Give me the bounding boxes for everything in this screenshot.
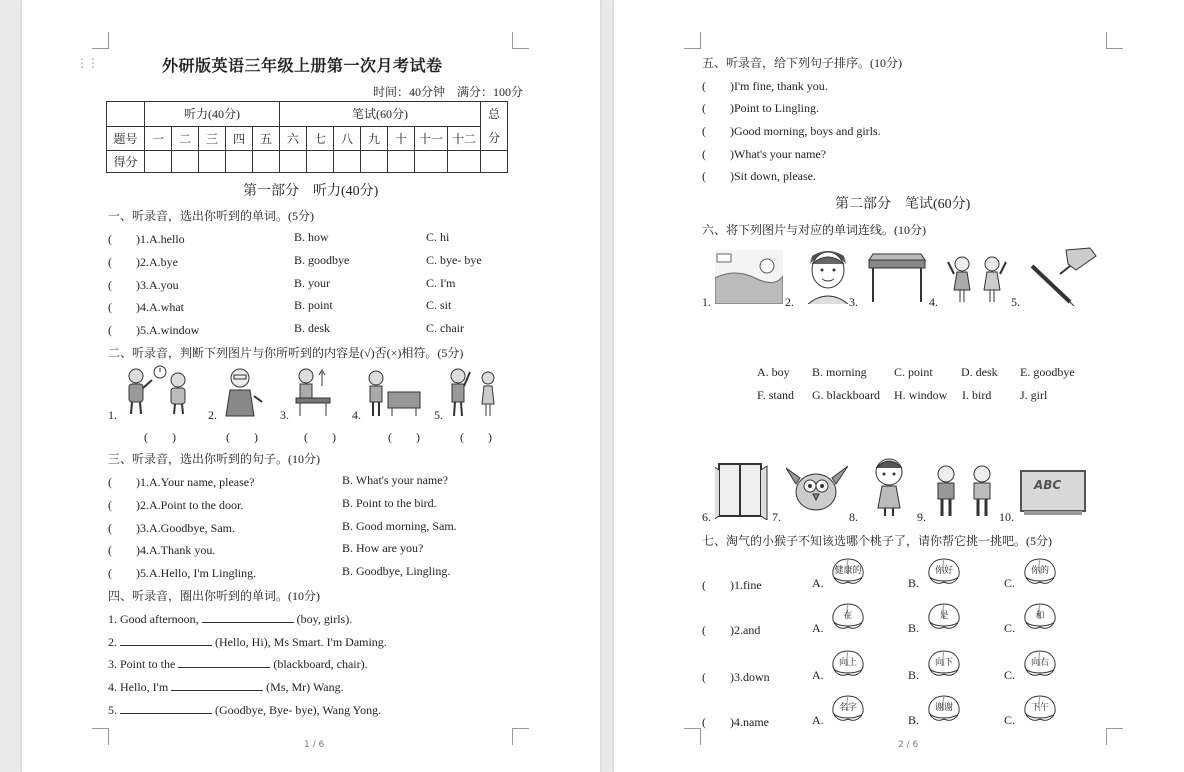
score-input[interactable] <box>253 151 280 173</box>
score-input[interactable] <box>388 151 415 173</box>
page-title: 外研版英语三年级上册第一次月考试卷 <box>162 56 443 75</box>
option-b: B. desk <box>294 321 330 335</box>
peach-text: 是 <box>939 611 949 621</box>
peach-option[interactable] <box>926 648 962 678</box>
page-1 <box>22 0 600 772</box>
picture-label: 9. <box>917 510 926 524</box>
line-prefix: 5. <box>108 703 120 717</box>
option-label: A. <box>812 621 824 635</box>
page-number: 1 / 6 <box>304 740 325 750</box>
sentence-item: ( )I'm fine, thank you. <box>702 79 828 93</box>
option-label: B. <box>908 713 920 727</box>
morning-landscape-picture-icon <box>715 250 783 304</box>
peach-text: 你好 <box>934 566 953 576</box>
section-5-heading: 五、听录音，给下列句子排序。(10分) <box>702 56 902 70</box>
picture-label: 3. <box>849 295 858 309</box>
sentence-item: ( )Sit down, please. <box>702 169 816 183</box>
peach-text: 向上 <box>838 658 857 668</box>
peach-option[interactable] <box>830 601 866 631</box>
picture-label: 3. <box>280 408 289 422</box>
kids-standing-picture-icon <box>444 364 504 418</box>
question-item: ( )2.and <box>702 623 761 637</box>
drag-handle-icon[interactable]: ⋮⋮ <box>76 56 98 70</box>
section-1-heading: 一、听录音，选出你听到的单词。(5分) <box>108 209 314 223</box>
option-label: B. <box>908 621 920 635</box>
option-c: C. sit <box>426 298 452 312</box>
option-a: ( )4.A.Thank you. <box>108 543 216 557</box>
line-prefix: 3. Point to the <box>108 657 179 671</box>
score-input[interactable] <box>481 151 508 173</box>
corner-mark <box>92 32 109 49</box>
score-input[interactable] <box>334 151 361 173</box>
sentence-item: ( )What's your name? <box>702 147 827 161</box>
option-label: A. <box>812 576 824 590</box>
picture-label: 5. <box>1011 295 1020 309</box>
page-number: 2 / 6 <box>898 740 919 750</box>
blackboard-icon <box>1020 470 1086 516</box>
option-b: B. goodbye <box>294 253 350 267</box>
corner-mark <box>1106 32 1123 49</box>
option-a: ( )1.A.Your name, please? <box>108 475 255 489</box>
option-label: B. <box>908 668 920 682</box>
peach-text: 你的 <box>1030 566 1049 576</box>
table-cell: 三 <box>199 126 226 151</box>
word-option: D. desk <box>961 365 998 379</box>
score-input[interactable] <box>361 151 388 173</box>
answer-paren[interactable]: ( ) <box>304 430 336 444</box>
time-info: 时间：40分钟 满分：100分 <box>373 85 524 99</box>
corner-mark <box>1106 728 1123 745</box>
window-picture-icon <box>715 462 769 520</box>
question-number: ( )2.A.bye <box>108 255 178 269</box>
peach-option[interactable] <box>1022 648 1058 678</box>
score-input[interactable] <box>145 151 172 173</box>
line-prefix: 4. Hello, I'm <box>108 680 172 694</box>
fill-in-line <box>108 678 344 695</box>
question-number: ( )5.A.window <box>108 323 200 337</box>
option-label: C. <box>1004 576 1016 590</box>
picture-label: 5. <box>434 408 443 422</box>
total-label-2: 分 <box>487 131 500 145</box>
fill-in-line <box>108 701 381 718</box>
answer-blank[interactable] <box>178 655 270 668</box>
option-c: C. hi <box>426 230 450 244</box>
peach-text: 在 <box>843 611 853 621</box>
peach-text: 名字 <box>838 703 857 713</box>
word-option: I. bird <box>962 388 992 402</box>
answer-blank[interactable] <box>171 678 263 691</box>
question-item: ( )1.fine <box>702 578 762 592</box>
kids-waving-picture-icon <box>120 364 200 418</box>
option-b: B. Goodbye, Lingling. <box>342 564 451 578</box>
table-cell: 二 <box>172 126 199 151</box>
question-number: ( )4.A.what <box>108 300 184 314</box>
hand-pointing-pen-picture-icon <box>1026 246 1100 306</box>
section-4-heading: 四、听录音，圈出你听到的单词。(10分) <box>108 589 320 603</box>
picture-label: 4. <box>352 408 361 422</box>
score-input[interactable] <box>415 151 448 173</box>
table-cell: 九 <box>361 126 388 151</box>
peach-text: 向下 <box>934 658 953 668</box>
part1-heading: 第一部分 听力(40分) <box>243 184 379 199</box>
option-b: B. Good morning, Sam. <box>342 519 457 533</box>
table-cell: 一 <box>145 126 172 151</box>
option-label: B. <box>908 576 920 590</box>
answer-blank[interactable] <box>120 633 212 646</box>
answer-paren[interactable]: ( ) <box>460 430 492 444</box>
girls-waving-picture-icon <box>944 250 1010 304</box>
option-b: B. What's your name? <box>342 473 448 487</box>
table-cell: 题号 <box>107 126 145 151</box>
option-c: C. chair <box>426 321 464 335</box>
corner-mark <box>684 728 701 745</box>
fill-in-line <box>108 610 352 627</box>
table-cell: 七 <box>307 126 334 151</box>
page-2 <box>614 0 1184 772</box>
total-label: 总 <box>487 107 500 121</box>
boy-face-picture-icon <box>804 246 852 304</box>
picture-label: 8. <box>849 510 858 524</box>
peach-option[interactable] <box>926 693 962 723</box>
peach-option[interactable] <box>926 601 962 631</box>
table-cell: 六 <box>280 126 307 151</box>
table-cell: 八 <box>334 126 361 151</box>
option-label: A. <box>812 713 824 727</box>
score-input[interactable] <box>226 151 253 173</box>
word-option: G. blackboard <box>812 388 880 402</box>
table-cell: 五 <box>253 126 280 151</box>
blackboard-text: ABC <box>1034 478 1062 492</box>
kid-desk-picture-icon <box>364 366 424 418</box>
table-cell-total <box>481 102 508 151</box>
desk-picture-icon <box>865 250 929 304</box>
bird-picture-icon <box>786 460 848 518</box>
peach-option[interactable] <box>830 693 866 723</box>
peach-text: 下午 <box>1030 703 1049 713</box>
table-cell: 四 <box>226 126 253 151</box>
table-cell <box>107 102 145 127</box>
score-table <box>106 101 508 173</box>
question-item: ( )4.name <box>702 715 769 729</box>
answer-paren[interactable]: ( ) <box>144 430 176 444</box>
peach-text: 向右 <box>1030 658 1049 668</box>
question-item: ( )3.down <box>702 670 770 684</box>
corner-mark <box>92 728 109 745</box>
score-input[interactable] <box>307 151 334 173</box>
peach-option[interactable] <box>1022 693 1058 723</box>
option-label: C. <box>1004 621 1016 635</box>
table-cell: 得分 <box>107 151 145 173</box>
peach-text: 谢谢 <box>934 703 953 713</box>
answer-blank[interactable] <box>120 701 212 714</box>
option-c: C. bye- bye <box>426 253 482 267</box>
option-b: B. your <box>294 276 330 290</box>
peach-option[interactable] <box>1022 556 1058 586</box>
sentence-item: ( )Good morning, boys and girls. <box>702 124 881 138</box>
answer-paren[interactable]: ( ) <box>226 430 258 444</box>
line-suffix: (Hello, Hi), Ms Smart. I'm Daming. <box>215 635 387 649</box>
picture-label: 6. <box>702 510 711 524</box>
option-b: B. Point to the bird. <box>342 496 437 510</box>
option-label: A. <box>812 668 824 682</box>
option-b: B. point <box>294 298 333 312</box>
part2-heading: 第二部分 笔试(60分) <box>835 197 971 212</box>
question-number: ( )3.A.you <box>108 278 179 292</box>
line-suffix: (boy, girls). <box>296 612 353 626</box>
option-a: ( )2.A.Point to the door. <box>108 498 244 512</box>
table-cell: 十 <box>388 126 415 151</box>
section-6-heading: 六、将下列图片与对应的单词连线。(10分) <box>702 223 926 237</box>
section-3-heading: 三、听录音，选出你听到的句子。(10分) <box>108 452 320 466</box>
peach-option[interactable] <box>830 648 866 678</box>
boys-picture-icon <box>930 462 1000 518</box>
word-option: J. girl <box>1020 388 1048 402</box>
line-suffix: (Ms, Mr) Wang. <box>266 680 344 694</box>
score-input[interactable] <box>448 151 481 173</box>
answer-paren[interactable]: ( ) <box>388 430 420 444</box>
word-option: A. boy <box>757 365 790 379</box>
teacher-picture-icon <box>220 366 266 418</box>
kid-sitting-picture-icon <box>292 366 338 418</box>
picture-label: 2. <box>208 408 217 422</box>
picture-label: 7. <box>772 510 781 524</box>
score-input[interactable] <box>199 151 226 173</box>
word-option: B. morning <box>812 365 867 379</box>
fill-in-line <box>108 655 368 672</box>
peach-option[interactable] <box>926 556 962 586</box>
option-b: B. how <box>294 230 329 244</box>
answer-blank[interactable] <box>202 610 294 623</box>
score-input[interactable] <box>280 151 307 173</box>
blackboard-picture <box>1020 470 1086 516</box>
girl-picture-icon <box>864 454 914 518</box>
corner-mark <box>512 728 529 745</box>
line-suffix: (blackboard, chair). <box>273 657 368 671</box>
line-suffix: (Goodbye, Bye- bye), Wang Yong. <box>215 703 382 717</box>
word-option: F. stand <box>757 388 795 402</box>
picture-label: 1. <box>108 408 117 422</box>
picture-label: 1. <box>702 295 711 309</box>
peach-text: 健康的 <box>834 566 862 576</box>
picture-label: 2. <box>785 295 794 309</box>
fill-in-line <box>108 633 387 650</box>
score-input[interactable] <box>172 151 199 173</box>
sentence-item: ( )Point to Lingling. <box>702 101 820 115</box>
word-option: C. point <box>894 365 933 379</box>
question-number: ( )1.A.hello <box>108 232 185 246</box>
word-option: E. goodbye <box>1020 365 1075 379</box>
table-cell: 十一 <box>415 126 448 151</box>
table-cell: 十二 <box>448 126 481 151</box>
peach-option[interactable] <box>1022 601 1058 631</box>
option-c: C. I'm <box>426 276 456 290</box>
section-7-heading: 七、淘气的小猴子不知该选哪个桃子了，请你帮它挑一挑吧。(5分) <box>702 534 1052 548</box>
option-label: C. <box>1004 668 1016 682</box>
option-label: C. <box>1004 713 1016 727</box>
picture-label: 4. <box>929 295 938 309</box>
word-option: H. window <box>894 388 948 402</box>
picture-label: 10. <box>999 510 1014 524</box>
peach-option[interactable] <box>830 556 866 586</box>
corner-mark <box>684 32 701 49</box>
peach-text: 和 <box>1035 611 1045 621</box>
option-a: ( )5.A.Hello, I'm Lingling. <box>108 566 257 580</box>
section-2-heading: 二、听录音，判断下列图片与你所听到的内容是(√)否(×)相符。(5分) <box>108 346 464 360</box>
table-cell: 听力(40分) <box>145 102 280 127</box>
option-a: ( )3.A.Goodbye, Sam. <box>108 521 235 535</box>
corner-mark <box>512 32 529 49</box>
table-cell: 笔试(60分) <box>280 102 481 127</box>
option-b: B. How are you? <box>342 541 424 555</box>
line-prefix: 2. <box>108 635 120 649</box>
line-prefix: 1. Good afternoon, <box>108 612 202 626</box>
